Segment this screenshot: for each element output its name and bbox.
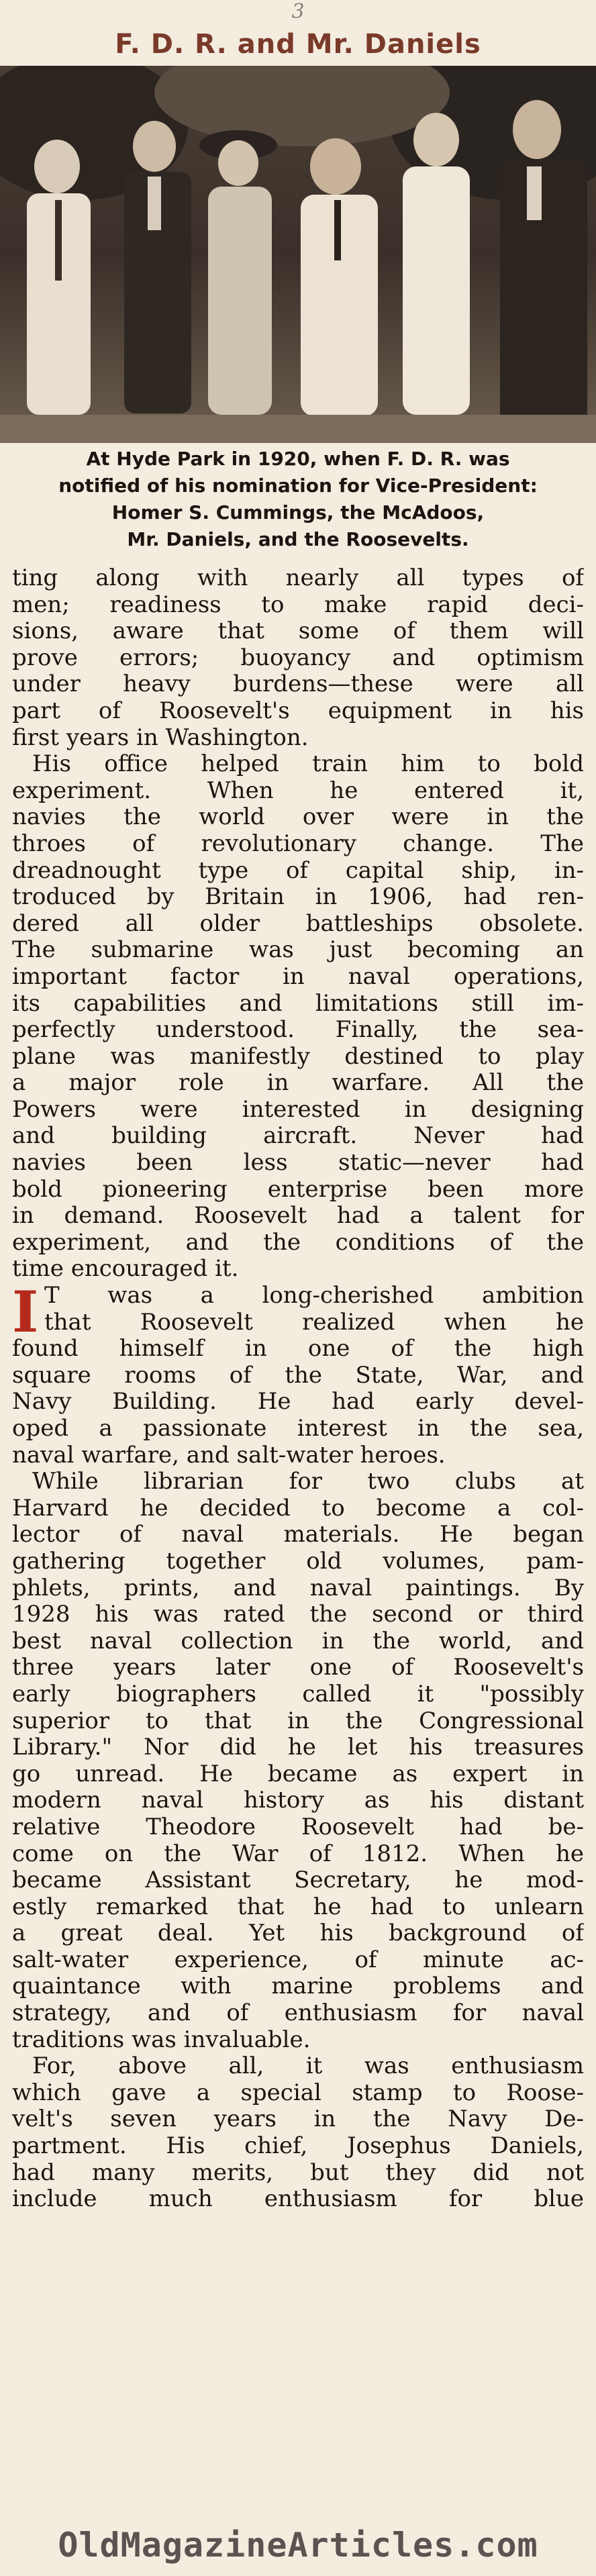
text-line: a major role in warfare. All the bbox=[12, 1070, 584, 1097]
article-title: F. D. R. and Mr. Daniels bbox=[115, 29, 481, 60]
text-line: salt-water experience, of minute ac- bbox=[12, 1946, 584, 1973]
source-watermark: OldMagazineArticles.com bbox=[0, 2514, 596, 2576]
text-line: time encouraged it. bbox=[12, 1256, 239, 1283]
text-line: For, above all, it was enthusiasm bbox=[32, 2053, 584, 2080]
text-line: ting along with nearly all types of bbox=[12, 565, 584, 591]
paragraph-3-dropcap bbox=[12, 1279, 584, 1346]
text-line: gathering together old volumes, pam- bbox=[12, 1548, 584, 1575]
text-line: experiment, and the conditions of the bbox=[12, 1229, 584, 1256]
text-line: come on the War of 1812. When he bbox=[12, 1840, 584, 1867]
paragraph-3 bbox=[12, 1336, 584, 1469]
text-line: that Roosevelt realized when he bbox=[44, 1309, 584, 1336]
text-line: velt's seven years in the Navy De- bbox=[12, 2106, 584, 2133]
text-line: oped a passionate interest in the sea, bbox=[12, 1416, 584, 1442]
text-line: square rooms of the State, War, and bbox=[12, 1362, 584, 1389]
text-line: part of Roosevelt's equipment in his bbox=[12, 697, 584, 724]
text-line: dreadnought type of capital ship, in- bbox=[12, 857, 584, 884]
page-number: 3 bbox=[291, 0, 305, 23]
paragraph-4 bbox=[12, 1469, 584, 2053]
text-line: a great deal. Yet his background of bbox=[12, 1920, 584, 1947]
caption-line: Mr. Daniels, and the Roosevelts. bbox=[127, 528, 469, 550]
text-line: under heavy burdens—these were all bbox=[12, 671, 584, 698]
text-line: strategy, and of enthusiasm for naval bbox=[12, 2000, 584, 2027]
text-line: navies the world over were in the bbox=[12, 804, 584, 831]
text-line: perfectly understood. Finally, the sea- bbox=[12, 1017, 584, 1044]
caption-line: Homer S. Cummings, the McAdoos, bbox=[111, 501, 485, 524]
text-line: sions, aware that some of them will bbox=[12, 618, 584, 645]
text-line: throes of revolutionary change. The bbox=[12, 830, 584, 857]
text-line: Library." Nor did he let his treasures bbox=[12, 1734, 584, 1761]
text-line: best naval collection in the world, and bbox=[12, 1628, 584, 1654]
caption-line: notified of his nomination for Vice-President: bbox=[58, 475, 538, 497]
paragraph-5 bbox=[12, 2053, 584, 2213]
text-line: While librarian for two clubs at bbox=[32, 1469, 584, 1495]
text-line: important factor in naval operations, bbox=[12, 963, 584, 990]
text-line: Powers were interested in designing bbox=[12, 1096, 584, 1123]
text-line: estly remarked that he had to unlearn bbox=[12, 1893, 584, 1920]
text-line: early biographers called it "possibly bbox=[12, 1681, 584, 1707]
text-line: plane was manifestly destined to play bbox=[12, 1043, 584, 1070]
text-line: dered all older battleships obsolete. bbox=[12, 910, 584, 937]
text-line: in demand. Roosevelt had a talent for bbox=[12, 1203, 584, 1230]
drop-cap-letter: I bbox=[12, 1279, 39, 1346]
article-body bbox=[12, 565, 584, 2213]
text-line: became Assistant Secretary, he mod- bbox=[12, 1867, 584, 1894]
paragraph-1 bbox=[12, 565, 584, 751]
text-line: T was a long-cherished ambition bbox=[44, 1283, 584, 1309]
text-line: Navy Building. He had early devel- bbox=[12, 1389, 584, 1416]
text-line: His office helped train him to bold bbox=[32, 751, 584, 778]
text-line: 1928 his was rated the second or third bbox=[12, 1601, 584, 1628]
text-line: phlets, prints, and naval paintings. By bbox=[12, 1575, 584, 1601]
text-line: and building aircraft. Never had bbox=[12, 1123, 584, 1150]
text-line: found himself in one of the high bbox=[12, 1336, 584, 1363]
text-line: modern naval history as his distant bbox=[12, 1787, 584, 1814]
text-line: its capabilities and limitations still im- bbox=[12, 990, 584, 1017]
text-line: experiment. When he entered it, bbox=[12, 777, 584, 804]
text-line: had many merits, but they did not bbox=[12, 2159, 584, 2186]
hyde-park-photo bbox=[0, 66, 596, 443]
text-line: quaintance with marine problems and bbox=[12, 1973, 584, 2000]
text-line: prove errors; buoyancy and optimism bbox=[12, 644, 584, 671]
text-line: men; readiness to make rapid deci- bbox=[12, 591, 584, 618]
text-line: The submarine was just becoming an bbox=[12, 937, 584, 964]
text-line: first years in Washington. bbox=[12, 724, 309, 751]
text-line: naval warfare, and salt-water heroes. bbox=[12, 1442, 446, 1469]
photo-image bbox=[0, 66, 596, 443]
text-line: partment. His chief, Josephus Daniels, bbox=[12, 2133, 584, 2160]
text-line: three years later one of Roosevelt's bbox=[12, 1654, 584, 1681]
caption-line: At Hyde Park in 1920, when F. D. R. was bbox=[86, 448, 510, 470]
text-line: Harvard he decided to become a col- bbox=[12, 1495, 584, 1522]
text-line: which gave a special stamp to Roose- bbox=[12, 2079, 584, 2106]
text-line: relative Theodore Roosevelt had be- bbox=[12, 1814, 584, 1840]
text-line: lector of naval materials. He began bbox=[12, 1522, 584, 1548]
paragraph-2 bbox=[12, 751, 584, 1283]
text-line: go unread. He became as expert in bbox=[12, 1761, 584, 1787]
text-line: traditions was invaluable. bbox=[12, 2026, 311, 2053]
text-line: troduced by Britain in 1906, had ren- bbox=[12, 884, 584, 911]
photo-caption bbox=[0, 446, 596, 560]
text-line: navies been less static—never had bbox=[12, 1150, 584, 1177]
text-line: superior to that in the Congressional bbox=[12, 1707, 584, 1734]
text-line: bold pioneering enterprise been more bbox=[12, 1176, 584, 1203]
text-line: include much enthusiasm for blue bbox=[12, 2186, 584, 2213]
